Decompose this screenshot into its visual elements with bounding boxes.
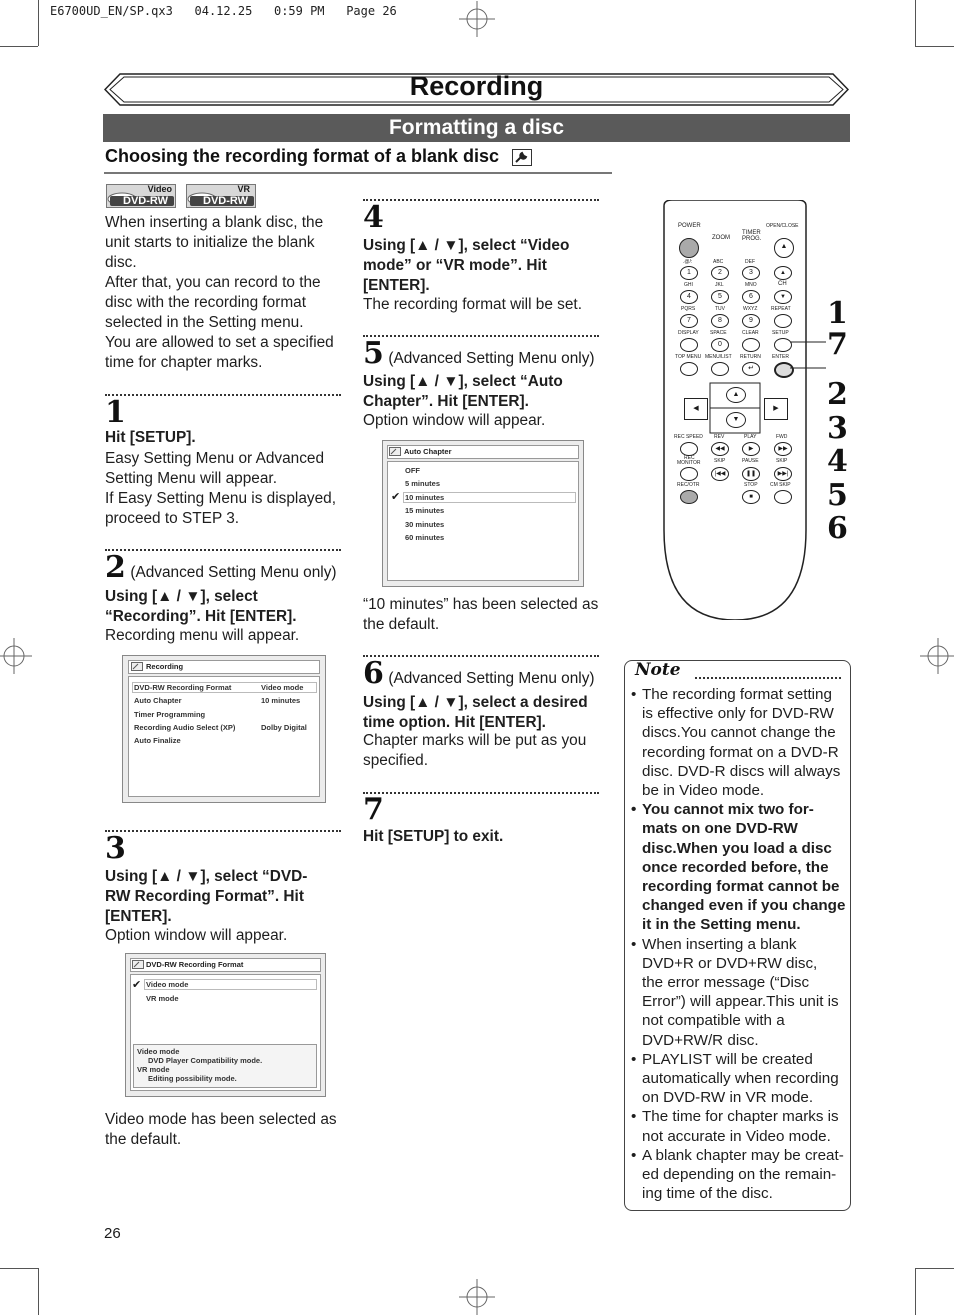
menu-row-label[interactable]: Auto Chapter [134,696,182,705]
note-line: ing time of the disc. [642,1185,773,1203]
prog-label: PROG. [742,236,762,242]
step6-instruction [363,693,603,733]
key-8-button[interactable]: 8 [711,314,729,328]
help-line: Editing possibility mode. [148,1074,237,1083]
screen-title: Auto Chapter [404,447,452,456]
step-divider [363,199,599,201]
down-arrow-button[interactable]: ▼ [726,412,746,428]
note-line: ed depending on the remain- [642,1166,837,1184]
note-line: not compatible with a [642,1012,785,1030]
registration-mark [459,1,495,37]
key-3-button[interactable]: 3 [742,266,760,280]
instruction-line: Using [▲ / ▼], select “Video [363,237,570,254]
wrench-icon [512,149,532,166]
step-divider [105,394,341,396]
instruction-line: Using [▲ / ▼], select “Auto [363,373,563,390]
desc-line: proceed to STEP 3. [105,510,240,527]
menu-icon [389,447,401,458]
instruction-line: [ENTER]. [363,277,430,294]
note-line: is effective only for DVD-RW [642,705,834,723]
note-line: discs.You cannot change the [642,724,836,742]
power-label: POWER [678,223,701,229]
intro-line: unit starts to initialize the blank [105,234,315,251]
note-divider [695,677,841,679]
crop-mark [915,0,916,46]
note-line: Error”) will appear.This unit is [642,993,839,1011]
instruction-line: time option. Hit [ENTER]. [363,714,546,731]
step-divider [105,549,341,551]
after-line: “10 minutes” has been selected as [363,596,599,613]
step3-description: Option window will appear. [105,927,288,944]
open-close-button[interactable]: ▲ [774,238,794,258]
intro-line: disc with the recording format [105,294,307,311]
note-item [631,800,847,934]
remote-step-number: 4 [827,444,848,479]
note-list [631,685,847,1203]
menu-icon [131,662,145,673]
instruction-line: Chapter”. Hit [ENTER]. [363,393,529,410]
desc-line: Setting Menu will appear. [105,470,277,487]
help-line: DVD Player Compatibility mode. [148,1056,263,1065]
step2-description: Recording menu will appear. [105,627,300,644]
channel-label: CH [778,281,787,287]
note-item [631,935,847,1050]
step5-header [363,336,595,371]
cm-skip-button[interactable] [774,490,792,504]
step-number: 5 [363,336,384,371]
disc-logo-label: VR [237,184,250,194]
menu-list-label: MENU/LIST [705,354,732,360]
section-banner [104,73,849,106]
key-5-button[interactable]: 5 [711,290,729,304]
intro-line: disc. [105,254,137,271]
key-text-label: JKL [715,282,724,288]
step1-description [105,449,345,529]
note-line: • A blank chapter may be creat- [642,1146,844,1164]
open-close-label: OPEN/CLOSE [766,223,799,229]
disc-logo-label: Video [147,184,172,194]
menu-row-label[interactable]: DVD-RW Recording Format [134,683,232,692]
cm-skip-label: CM SKIP [770,482,791,488]
note-line: • The recording format setting [642,686,832,703]
note-line: it in the Setting menu. [642,916,801,934]
note-line: DVD+RW/R disc. [642,1031,759,1049]
note-line: disc.When you load a disc [642,839,832,857]
menu-list-button[interactable] [711,362,729,376]
registration-mark [0,638,32,674]
stop-button[interactable]: ■ [742,490,760,504]
section-heading [105,146,532,167]
note-item [631,1107,847,1145]
step-number: 3 [105,831,126,866]
note-line: once recorded before, the [642,858,829,876]
step-divider [105,830,341,832]
note-line: recording format cannot be [642,878,840,896]
skip-back-button[interactable]: |◀◀ [711,467,729,481]
crop-mark [38,0,39,46]
rec-otr-button[interactable] [680,490,698,504]
checkmark-icon: ✔ [132,979,142,991]
instruction-line: Using [▲ / ▼], select a desired [363,694,588,711]
intro-line: After that, you can record to the [105,274,321,291]
step5-after-text [363,595,603,635]
key-2-button[interactable]: 2 [711,266,729,280]
menu-row-value: Dolby Digital [261,723,307,732]
option-item[interactable]: 60 minutes [405,533,445,542]
key-1-button[interactable]: 1 [680,266,698,280]
crop-mark [915,46,954,47]
note-line: the error message (“Disc [642,974,810,992]
crop-mark [0,1268,38,1269]
recording-menu-screen [122,655,326,803]
key-text-label: MNO [745,282,757,288]
clear-button[interactable] [742,338,760,352]
crop-mark [0,46,38,47]
right-arrow-button[interactable]: ▶ [764,398,788,420]
return-button[interactable]: ↵ [742,362,760,376]
after-line: the default. [363,616,440,633]
instruction-line: Using [▲ / ▼], select [105,588,258,605]
menu-row-label[interactable]: Recording Audio Select (XP) [134,723,236,732]
key-text-label: GHI [684,282,693,288]
zoom-label: ZOOM [712,235,730,241]
page-number: 26 [104,1225,121,1242]
callout-lines [790,330,830,390]
top-menu-label: TOP MENU [675,354,702,360]
key-0-button[interactable]: 0 [711,338,729,352]
step6-header [363,656,595,691]
skip-forward-button[interactable]: ▶▶| [774,467,792,481]
intro-line: selected in the Setting menu. [105,314,304,331]
crop-mark [915,1268,916,1315]
setup-label: SETUP [772,330,789,336]
step3-after-text [105,1110,345,1150]
key-6-button[interactable]: 6 [742,290,760,304]
note-line: • PLAYLIST will be created [642,1050,813,1068]
menu-icon [132,960,144,971]
key-4-button[interactable]: 4 [680,290,698,304]
menu-row-label[interactable]: Auto Finalize [134,736,181,745]
desc-line: If Easy Setting Menu is displayed, [105,490,336,507]
instruction-line: “Recording”. Hit [ENTER]. [105,608,297,625]
intro-line: time for chapter marks. [105,354,263,371]
step3-instruction [105,867,345,927]
pause-button[interactable]: ❚❚ [742,467,760,481]
note-line: • You cannot mix two for- [642,801,814,819]
note-item [631,685,847,800]
step-note: (Advanced Setting Menu only) [388,670,595,687]
option-item[interactable]: VR mode [146,994,179,1003]
channel-up-button[interactable]: ▲ [774,266,792,280]
step5-description: Option window will appear. [363,412,546,429]
enter-label: ENTER [772,354,789,360]
left-arrow-button[interactable]: ◀ [684,398,708,420]
up-arrow-button[interactable]: ▲ [726,387,746,403]
intro-line: You are allowed to set a specified [105,334,334,351]
remote-control [660,200,810,620]
crop-mark [38,1268,39,1315]
intro-text [105,213,345,373]
key-text-label: DEF [745,259,755,265]
step-divider [363,655,599,657]
remote-step-number: 3 [827,411,848,446]
step1-instruction: Hit [SETUP]. [105,429,196,446]
menu-row-value: 10 minutes [261,696,301,705]
display-label: DISPLAY [678,330,699,336]
repeat-button[interactable] [774,314,792,328]
format-option-screen [125,953,326,1097]
play-label: PLAY [744,434,757,440]
fast-forward-button[interactable]: ▶▶ [774,442,792,456]
note-box [624,660,851,1211]
registration-mark [920,638,954,674]
desc-line: Easy Setting Menu or Advanced [105,450,325,467]
rewind-button[interactable]: ◀◀ [711,442,729,456]
note-line: mats on one DVD-RW [642,820,798,838]
display-button[interactable] [680,338,698,352]
step-number: 6 [363,656,384,691]
print-slug: E6700UD_EN/SP.qx3 04.12.25 0:59 PM Page 26 [50,4,397,18]
note-title: Note [635,660,681,680]
rec-speed-label: REC SPEED [674,434,703,440]
registration-mark [459,1279,495,1315]
page-title: Recording [409,71,544,101]
step4-instruction [363,236,603,296]
note-line: automatically when recording [642,1070,839,1088]
subtitle-bar: Formatting a disc [103,114,850,142]
step2-instruction [105,587,345,627]
rev-label: REV [714,434,725,440]
instruction-line: [ENTER]. [105,908,172,925]
option-item[interactable]: 10 minutes [405,493,445,502]
instruction-line: mode” or “VR mode”. Hit [363,257,547,274]
remote-step-number: 2 [827,377,848,412]
help-line: VR mode [137,1065,170,1074]
note-line: • When inserting a blank [642,935,797,953]
step-number: 2 [105,550,126,585]
step-note: (Advanced Setting Menu only) [388,350,595,367]
clear-label: CLEAR [742,330,759,336]
desc-line: specified. [363,752,429,769]
note-item [631,1146,847,1204]
instruction-line: Using [▲ / ▼], select “DVD- [105,868,308,885]
pause-label: PAUSE [742,458,759,464]
skip-label: SKIP [776,458,788,464]
after-line: Video mode has been selected as [105,1111,337,1128]
key-text-label: ABC [713,259,724,265]
step6-description [363,731,603,771]
note-line: be in Video mode. [642,782,765,800]
menu-row-label[interactable]: Timer Programming [134,710,206,719]
note-line: not accurate in Video mode. [642,1127,831,1145]
space-label: SPACE [710,330,727,336]
remote-step-number: 7 [827,327,848,362]
step7-instruction: Hit [SETUP] to exit. [363,828,504,845]
checkmark-icon: ✔ [391,491,401,503]
channel-down-button[interactable]: ▼ [774,290,792,304]
screen-title: Recording [146,662,184,671]
dvd-rw-video-logo [106,184,176,208]
note-line: DVD+R or DVD+RW disc, [642,954,818,972]
dvd-rw-vr-logo [186,184,256,208]
section-heading-text: Choosing the recording format of a blank disc [105,146,500,166]
instruction-line: RW Recording Format”. Hit [105,888,304,905]
step-number: 4 [363,200,384,235]
desc-line: Chapter marks will be put as you [363,732,587,749]
step-divider [363,792,599,794]
key-text-label: .@/: [683,259,693,265]
option-item[interactable]: 30 minutes [405,520,445,529]
remote-step-number: 6 [827,511,848,546]
step5-instruction [363,372,603,412]
key-text-label: WXYZ [743,306,758,312]
repeat-label: REPEAT [771,306,791,312]
monitor-label: MONITOR [677,460,701,466]
after-line: the default. [105,1131,182,1148]
note-line: disc. DVD-R discs will always [642,762,841,780]
rec-monitor-button[interactable] [680,467,698,481]
key-text-label: PQRS [681,306,696,312]
key-9-button[interactable]: 9 [742,314,760,328]
step4-description: The recording format will be set. [363,296,582,313]
crop-mark [915,1268,954,1269]
step-number: 7 [363,792,384,827]
skip-label: SKIP [714,458,726,464]
heading-rule [104,172,612,174]
remote-step-number: 5 [827,478,848,513]
rec-label: REC [684,455,695,461]
disc-logo-badge: DVD-RW [203,195,249,207]
rec-speed-button[interactable] [680,442,698,456]
auto-chapter-screen [382,440,584,587]
fwd-label: FWD [776,434,788,440]
power-button[interactable] [679,238,699,258]
screen-title: DVD-RW Recording Format [146,960,244,969]
option-item[interactable]: OFF [405,466,420,475]
rec-otr-label: REC/OTR [677,482,700,488]
remote-step-number: 1 [827,296,848,331]
step-divider [363,335,599,337]
note-line: on DVD-RW in VR mode. [642,1089,814,1107]
stop-label: STOP [744,482,758,488]
return-label: RETURN [740,354,761,360]
top-menu-button[interactable] [680,362,698,376]
option-item[interactable]: 15 minutes [405,506,445,515]
option-item[interactable]: 5 minutes [405,479,441,488]
disc-logo-badge: DVD-RW [123,195,169,207]
option-item[interactable]: Video mode [146,980,189,989]
key-7-button[interactable]: 7 [680,314,698,328]
timer-label: TIMER [742,230,761,236]
intro-line: When inserting a blank disc, the [105,214,324,231]
step-note: (Advanced Setting Menu only) [130,564,337,581]
note-item [631,1050,847,1108]
play-button[interactable]: ▶ [742,442,760,456]
menu-row-value: Video mode [261,683,304,692]
note-line: changed even if you change [642,897,846,915]
key-text-label: TUV [715,306,725,312]
step-number: 1 [105,395,126,430]
note-line: recording format on a DVD-R [642,743,839,761]
step2-header [105,550,337,585]
note-line: • The time for chapter marks is [642,1108,839,1126]
help-line: Video mode [137,1047,180,1056]
